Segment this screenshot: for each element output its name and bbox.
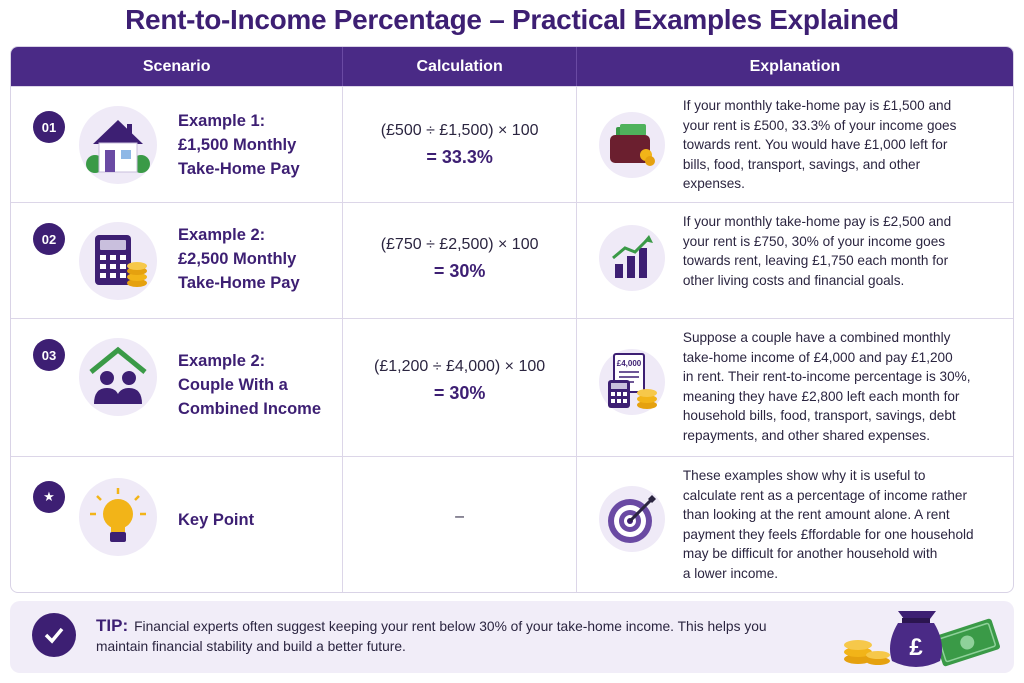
lightbulb-icon xyxy=(79,478,157,556)
formula: (£1,200 ÷ £4,000) × 100 xyxy=(374,358,546,375)
scenario-label: Example 2: Couple With a Combined Income xyxy=(178,352,322,418)
row-number-badge: 03 xyxy=(33,339,65,371)
explanation-text: If your monthly take-home pay is £2,500 and your rent is £750, 30% of your income goes towards rent, leaving £1,750 each month for other living costs and financial goals. xyxy=(682,214,952,288)
header-calculation: Calculation xyxy=(343,47,577,86)
target-icon xyxy=(599,486,665,552)
header-scenario: Scenario xyxy=(11,47,343,86)
money-bag-icon xyxy=(836,597,1006,673)
tip-banner xyxy=(10,601,1014,673)
tip-label: TIP: xyxy=(96,616,129,635)
calculation xyxy=(343,355,576,407)
calculation xyxy=(343,119,576,171)
result: = 30% xyxy=(433,261,486,281)
house-icon xyxy=(79,106,157,184)
result: = 33.3% xyxy=(426,147,493,167)
wallet-icon xyxy=(599,112,665,178)
explanation-text: If your monthly take-home pay is £1,500 and your rent is £500, 33.3% of your income goes towards rent. You would have £1,000 left for bills, food, transport, savings, and other expenses. xyxy=(682,98,957,191)
invoice-amount: £4,000 xyxy=(616,359,642,368)
scenario-label: Example 1: £1,500 Monthly Take-Home Pay xyxy=(178,112,300,178)
checkmark-icon xyxy=(32,613,76,657)
formula: (£750 ÷ £2,500) × 100 xyxy=(380,236,539,253)
star-icon: ★ xyxy=(33,481,65,513)
header-explanation: Explanation xyxy=(749,57,841,75)
table-row xyxy=(11,456,1013,593)
table-row xyxy=(11,318,1013,456)
calculation xyxy=(343,505,576,529)
calculator-icon xyxy=(79,222,157,300)
pound-symbol: £ xyxy=(909,634,923,661)
formula: (£500 ÷ £1,500) × 100 xyxy=(380,122,539,139)
table-row xyxy=(11,202,1013,318)
scenario-label: Example 2: £2,500 Monthly Take-Home Pay xyxy=(178,226,300,292)
page-title: Rent-to-Income Percentage – Practical Examples Explained xyxy=(125,4,899,35)
couple-house-icon xyxy=(79,338,157,416)
row-number-badge: 01 xyxy=(33,111,65,143)
scenario-label: Key Point xyxy=(178,511,255,529)
invoice-icon xyxy=(599,349,665,415)
explanation-text: These examples show why it is useful to calculate rent as a percentage of income rather than looking at the rent amount alone. A rent payment they feels £ffordable for one household may be difficult for another household with a lower income. xyxy=(682,468,974,581)
row-number-badge: 02 xyxy=(33,223,65,255)
formula: – xyxy=(455,508,465,525)
result: = 30% xyxy=(433,383,486,403)
examples-table xyxy=(10,46,1014,593)
table-row xyxy=(11,86,1013,202)
table-header xyxy=(11,47,1013,86)
calculation xyxy=(343,233,576,285)
tip-text: TIP: Financial experts often suggest keeping your rent below 30% of your take-home income. This helps you maintain financial stability and build a better future. xyxy=(96,616,767,654)
growth-chart-icon xyxy=(599,225,665,291)
explanation-text: Suppose a couple have a combined monthly take-home income of £4,000 and pay £1,200 in rent. Their rent-to-income percentage is 30%, meaning they have £2,800 left each month for household bills, food, transport, savings, debt repayments, and other shared expenses. xyxy=(682,330,971,443)
